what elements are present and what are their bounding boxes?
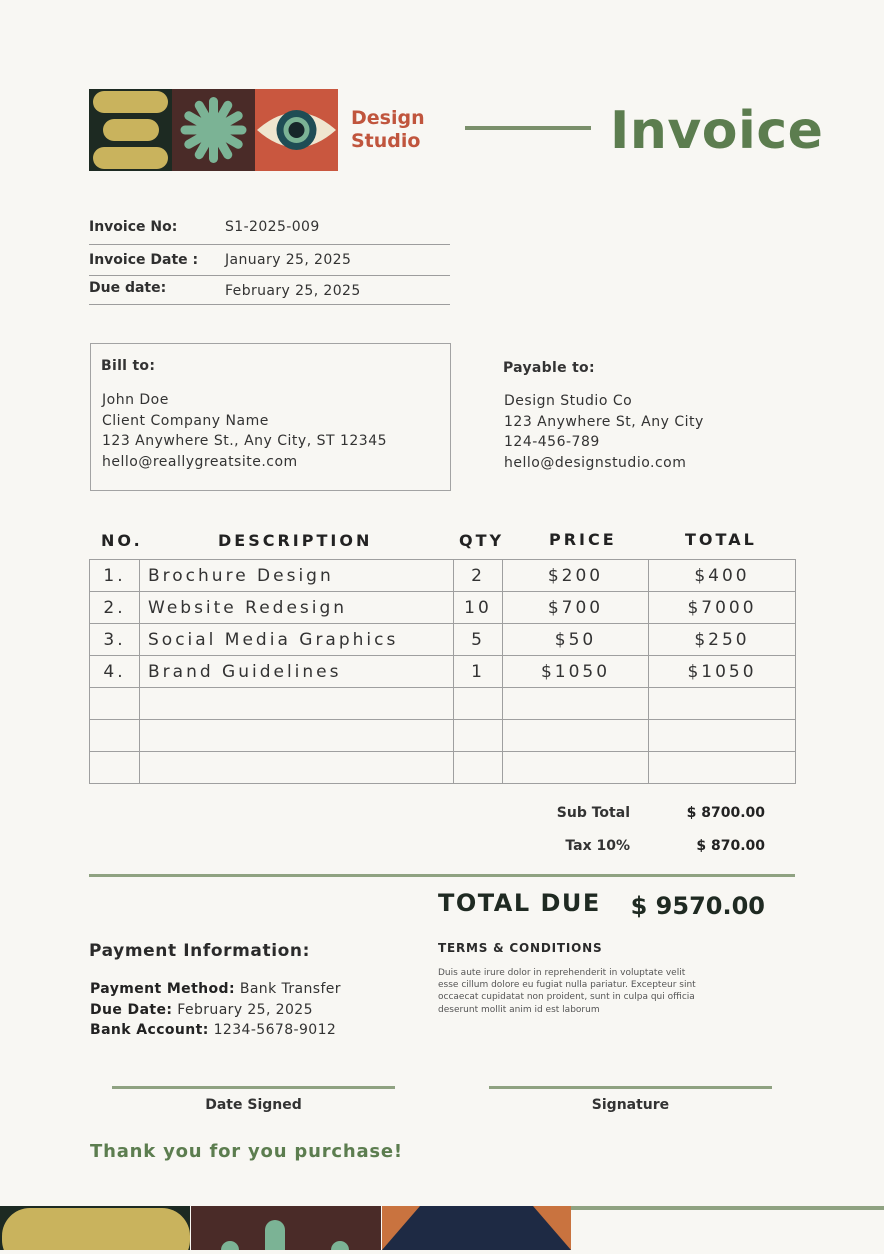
payable-to-address [504,391,704,473]
bank-account [90,1022,336,1038]
terms-body: Duis aute irure dolor in reprehenderit in voluptate velit esse cillum dolore eu fugiat nulla pariatur. Excepteur sint occaecat cupidatat non proident, sunt in culpa qui officia deserunt mollit anim id est laborum [438,968,696,1015]
title-divider [465,126,591,130]
brand-line-1: Design [351,107,425,129]
cell-description: Brand Guidelines [140,656,454,688]
signature-label: Signature [591,1097,670,1113]
payment-info-heading: Payment Information: [89,941,311,961]
table-row [90,752,796,784]
payable-to-line: Design Studio Co [504,393,633,409]
cell-total [649,720,796,752]
cell-no: 4. [90,656,140,688]
cell-qty: 2 [454,560,503,592]
bill-to-line: 123 Anywhere St., Any City, ST 12345 [102,433,388,449]
cell-price [503,688,649,720]
invoice-date-label: Invoice Date : [89,252,199,268]
brand-name [351,107,425,153]
cell-qty [454,688,503,720]
cell-price [503,752,649,784]
cell-total [649,688,796,720]
tax-label: Tax 10% [565,838,630,854]
bill-to-address [102,390,387,472]
cell-qty: 10 [454,592,503,624]
divider [89,275,450,276]
brand-line-2: Studio [351,130,421,152]
totals-divider [89,874,795,877]
cell-total: $250 [649,624,796,656]
cell-no [90,720,140,752]
payable-to-email[interactable]: hello@designstudio.com [504,454,687,471]
col-header-total: TOTAL [685,530,757,549]
payable-to-heading: Payable to: [503,360,595,376]
cell-price: $50 [503,624,649,656]
terms-heading: TERMS & CONDITIONS [438,941,603,955]
col-header-description: DESCRIPTION [218,531,373,550]
line-items-table [89,559,796,784]
cell-total: $400 [649,560,796,592]
cell-price: $1050 [503,656,649,688]
table-row [90,560,796,592]
bottom-rule [571,1206,884,1210]
invoice-date-value: January 25, 2025 [225,252,352,268]
bill-to-email[interactable]: hello@reallygreatsite.com [102,453,298,470]
cell-no: 2. [90,592,140,624]
tax-value: $ 870.00 [696,838,765,854]
due-date-value: February 25, 2025 [225,283,361,299]
cell-description [140,752,454,784]
cell-description: Website Redesign [140,592,454,624]
payable-to-line: 123 Anywhere St, Any City [504,413,704,430]
bill-to-line: Client Company Name [102,412,269,429]
cell-no: 1. [90,560,140,592]
table-row [90,592,796,624]
payment-method-value: Bank Transfer [239,981,341,997]
cell-qty [454,720,503,752]
cell-no [90,752,140,784]
table-row [90,720,796,752]
table-row [90,624,796,656]
payment-method [90,981,341,997]
table-row [90,688,796,720]
cell-description: Social Media Graphics [140,624,454,656]
cell-total [649,752,796,784]
divider [89,304,450,305]
due-date-label: Due date: [89,280,167,296]
divider [89,244,450,245]
cell-price: $200 [503,560,649,592]
bill-to-heading: Bill to: [101,358,156,374]
signature-line [489,1086,772,1089]
invoice-no-label: Invoice No: [89,219,178,235]
cell-qty [454,752,503,784]
cell-price [503,720,649,752]
payment-due-label: Due Date: [90,1002,173,1018]
col-header-no: NO. [101,531,143,550]
bill-to-line: John Doe [102,392,169,408]
cell-total: $7000 [649,592,796,624]
cell-description: Brochure Design [140,560,454,592]
subtotal-label: Sub Total [556,805,630,821]
col-header-qty: QTY [459,531,505,550]
bank-account-label: Bank Account: [90,1022,209,1038]
table-row [90,656,796,688]
cell-no [90,688,140,720]
cell-qty: 1 [454,656,503,688]
cell-no: 3. [90,624,140,656]
logo [89,89,338,171]
cell-price: $700 [503,592,649,624]
asterisk-flower-icon [172,89,255,171]
total-due-value: $ 9570.00 [630,892,765,920]
total-due-label: TOTAL DUE [438,889,601,917]
thank-you-message: Thank you for you purchase! [90,1141,403,1162]
cell-description [140,688,454,720]
subtotal-value: $ 8700.00 [686,805,765,821]
payment-method-label: Payment Method: [90,981,235,997]
invoice-no-value: S1-2025-009 [225,219,320,235]
cell-qty: 5 [454,624,503,656]
bottom-decoration [0,1206,884,1250]
abstract-stack-icon [89,89,172,171]
eye-icon [255,89,338,171]
col-header-price: PRICE [549,530,617,549]
cell-description [140,720,454,752]
page-title: Invoice [610,101,824,161]
date-signed-label: Date Signed [205,1097,302,1113]
payable-to-line: 124-456-789 [504,434,600,450]
payment-due-date [90,1002,313,1018]
cell-total: $1050 [649,656,796,688]
payment-due-value: February 25, 2025 [177,1002,313,1018]
date-signed-line [112,1086,395,1089]
bank-account-value: 1234-5678-9012 [213,1022,337,1038]
